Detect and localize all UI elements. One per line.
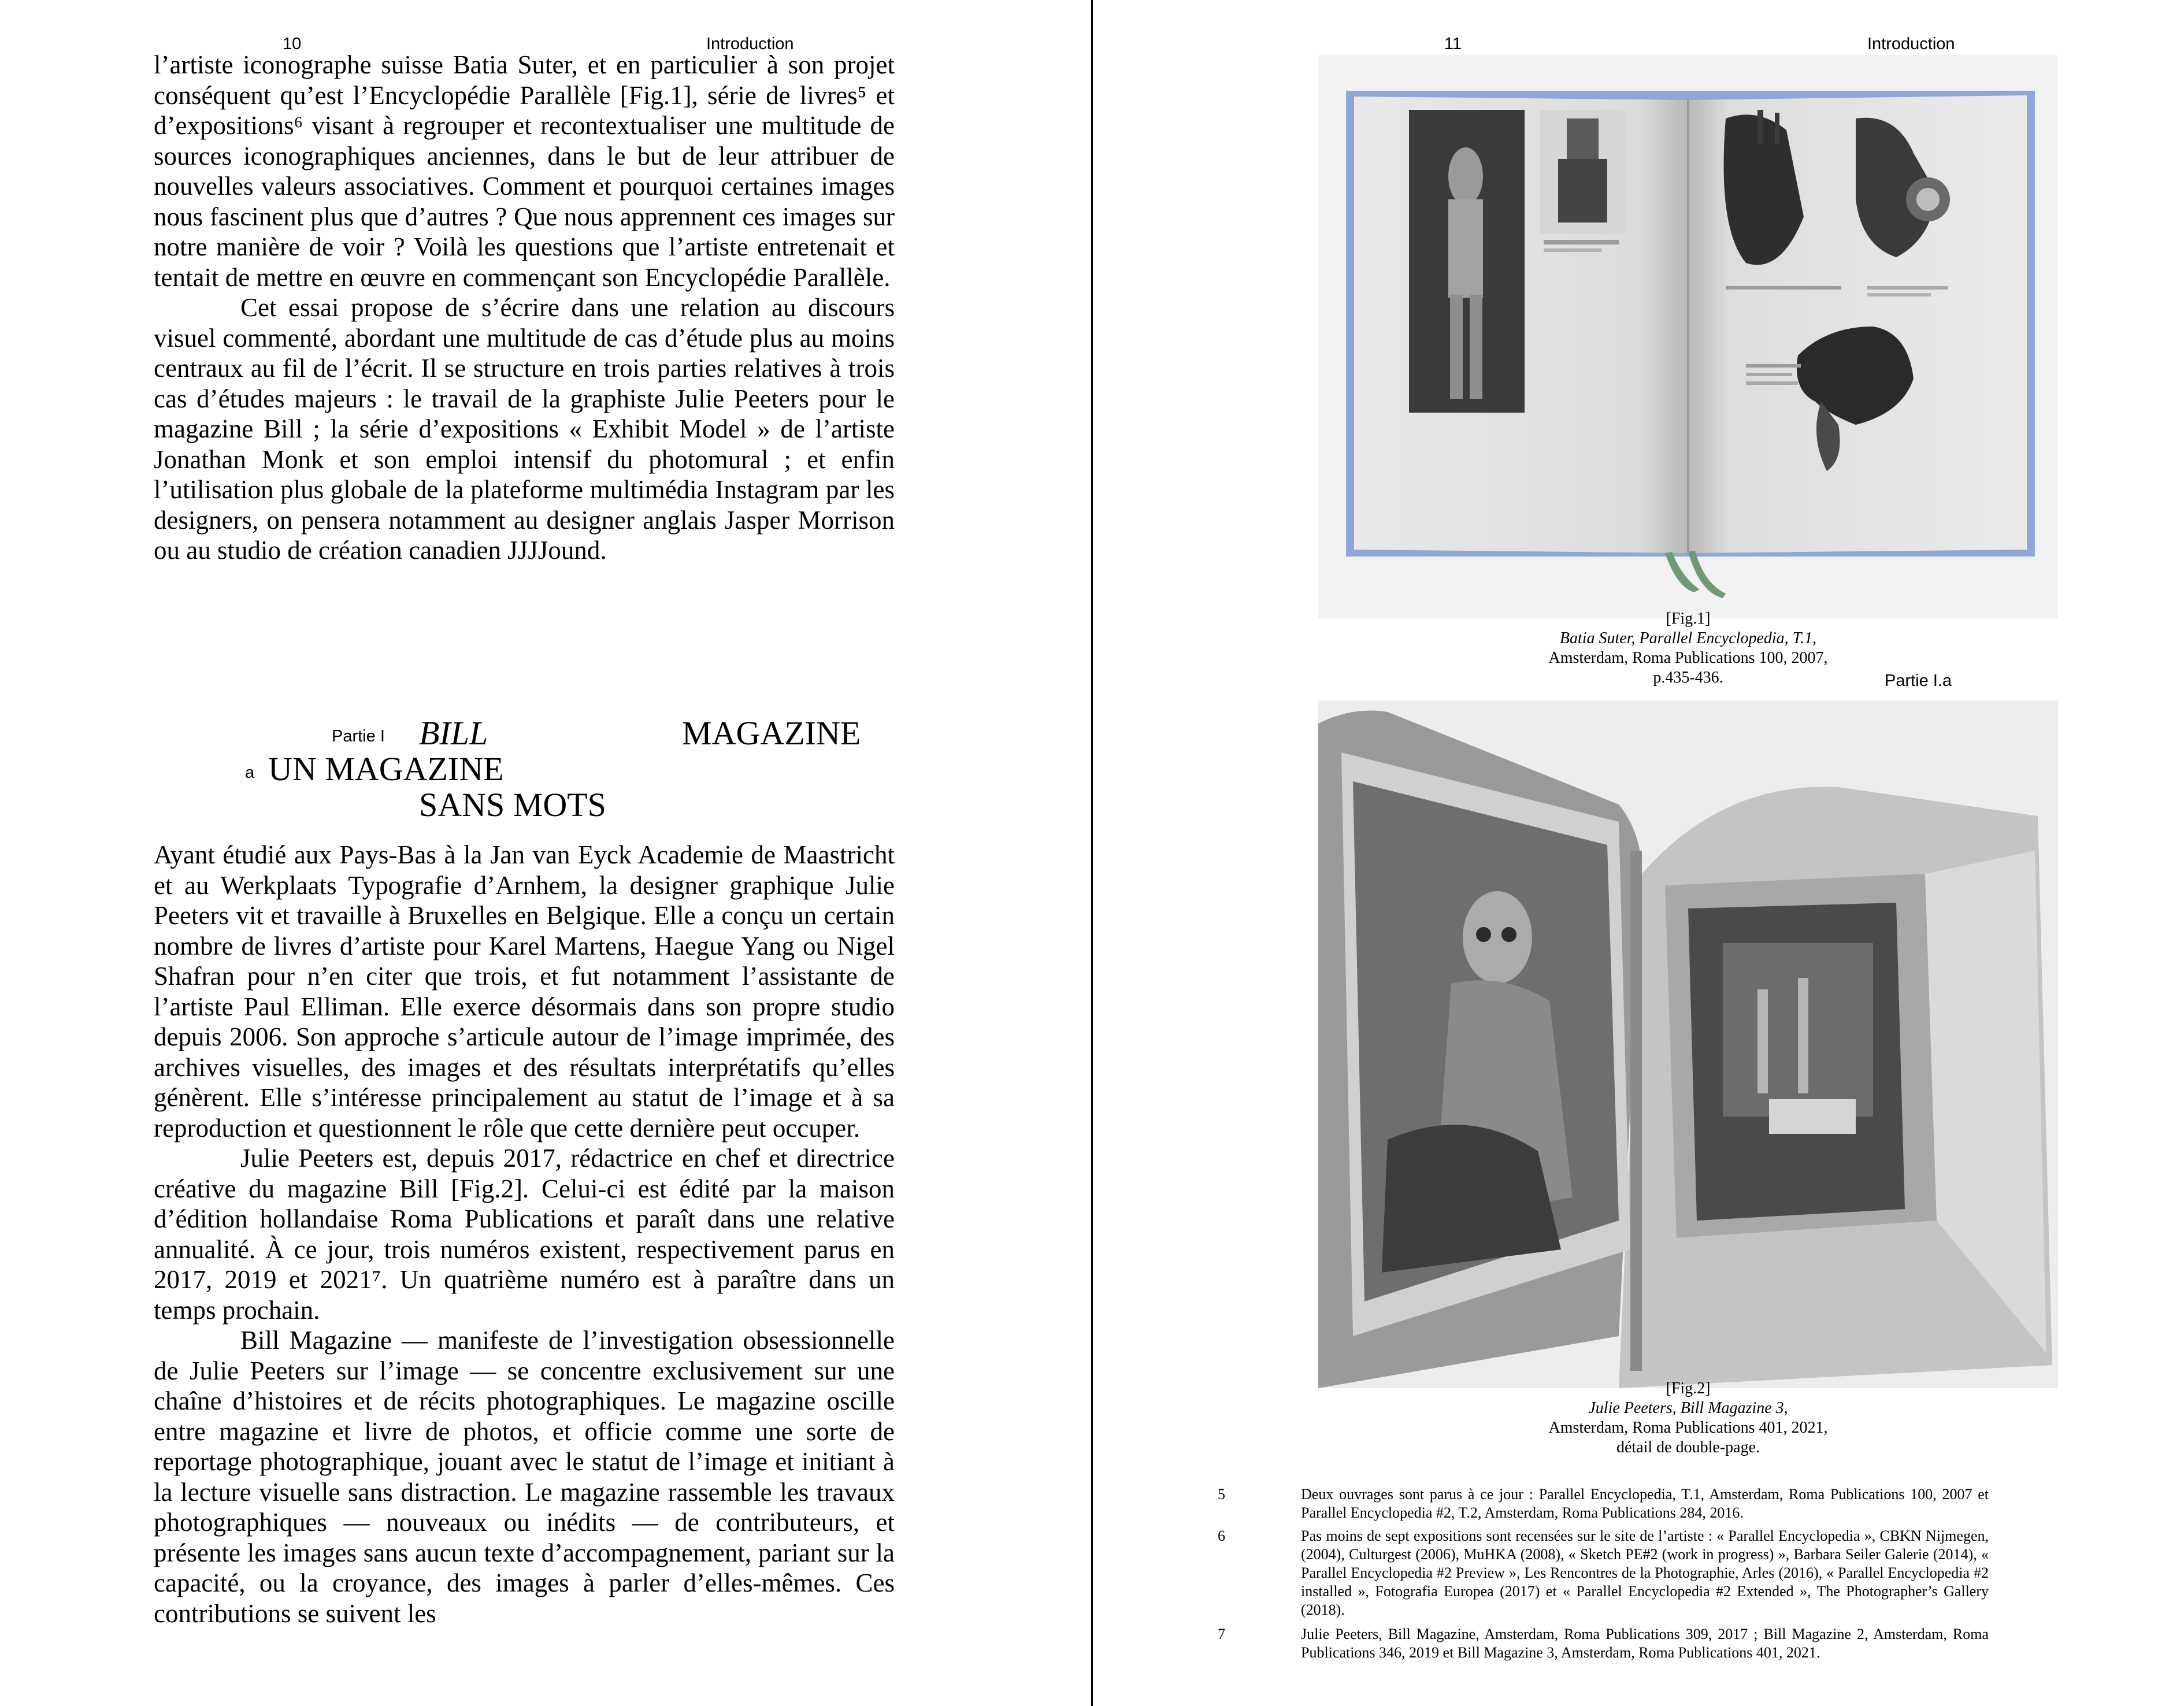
part-marker: Partie I.a	[1885, 672, 1952, 690]
figure-2-caption-line-3: Amsterdam, Roma Publications 401, 2021,	[1548, 1419, 1828, 1437]
figure-2-photo	[1318, 700, 2058, 1388]
part-label: Partie I	[332, 727, 385, 746]
sub-title-line-1: UN MAGAZINE	[268, 750, 504, 788]
section-paragraph-3: Bill Magazine — manifeste de l’investigation obsessionnelle de Julie Peeters sur l’image — se concentre exclusivement sur une chaîne d’histoires et de récits photographiques. Le magazine oscille entre magazine et livre de photos, et officie comme une sorte de reportage photographique, jouant avec le statut de l’image et initiant à la lecture visuelle sans distraction. Le magazine rassemble les travaux photographiques — nouveaux ou inédits — de contributeurs, et présente les images sans aucun texte d’accompagnement, pariant sur la capacité, ou la croyance, des images à parler d’elles-mêmes. Ces contributions se suivent les	[154, 1326, 895, 1628]
bill-magazine-illustration	[1318, 700, 2058, 1388]
figure-2-caption	[1318, 1379, 2058, 1457]
footnote-number-6: 6	[1218, 1527, 1225, 1544]
footnote-7: Julie Peeters, Bill Magazine, Amsterdam, Roma Publications 309, 2017 ; Bill Magazine 2, Amsterdam, Roma Publications 346, 2019 et Bill Magazine 3, Amsterdam, Roma Publications 401, 2021.	[1301, 1626, 1989, 1661]
right-page	[1093, 0, 2184, 1706]
figure-1-caption-line-3: Amsterdam, Roma Publications 100, 2007,	[1548, 649, 1828, 667]
left-page	[0, 0, 1091, 1706]
figure-2-label: [Fig.2]	[1666, 1379, 1711, 1397]
figure-1-label: [Fig.1]	[1666, 610, 1711, 628]
parallel-encyclopedia-illustration	[1318, 55, 2058, 618]
intro-text	[154, 50, 895, 566]
footnote-6: Pas moins de sept expositions sont recensées sur le site de l’artiste : « Parallel Encyclopedia », CBKN Nijmegen, (2004), Culturgest (2006), MuHKA (2008), « Sketch PE#2 (work in progress) », Barbara Seiler Galerie (2014), « Parallel Encyclopedia #2 Preview », Les Rencontres de la Photographie, Arles (2016), « Parallel Encyclopedia #2 installed », Fotografia Europea (2017) et « Parallel Encyclopedia #2 Extended », The Photographer’s Gallery (2018).	[1301, 1527, 1989, 1618]
figure-2-caption-line-2: Julie Peeters, Bill Magazine 3,	[1588, 1399, 1788, 1417]
section-paragraph-1: Ayant étudié aux Pays-Bas à la Jan van Eyck Academie de Maastricht et au Werkplaats Typografie d’Arnhem, la designer graphique Julie Peeters vit et travaille à Bruxelles en Belgique. Elle a conçu un certain nombre de livres d’artiste pour Karel Martens, Haegue Yang ou Nigel Shafran pour n’en citer que trois, et fut notamment l’assistante de l’artiste Paul Elliman. Elle exerce désormais dans son propre studio depuis 2006. Son approche s’articule autour de l’image imprimée, des archives visuelles, des images et des résultats interprétatifs qu’elles génèrent. Elle s’intéresse principalement au statut de l’image et à sa reproduction et questionnent le rôle que cette dernière peut occuper.	[154, 840, 895, 1143]
sub-title-line-2: SANS MOTS	[419, 786, 606, 824]
intro-paragraph-2: Cet essai propose de s’écrire dans une relation au discours visuel commenté, abordant une multitude de cas d’étude plus au moins centraux au fil de l’écrit. Il se structure en trois parties relatives à trois cas d’études majeurs : le travail de la graphiste Julie Peeters pour le magazine Bill ; la série d’expositions « Exhibit Model » de l’artiste Jonathan Monk et son emploi intensif du photomural ; et enfin l’utilisation plus globale de la plateforme multimédia Instagram par les designers, on pensera notamment au designer anglais Jasper Morrison ou au studio de création canadien JJJJound.	[154, 293, 895, 565]
running-head-left: Introduction	[706, 35, 794, 53]
part-title-bill: BILL	[419, 714, 488, 752]
section-text	[154, 840, 895, 1629]
sub-label: a	[245, 763, 255, 782]
figure-1-photo	[1318, 55, 2058, 618]
intro-paragraph-1: l’artiste iconographe suisse Batia Suter, et en particulier à son projet conséquent qu’est l’Encyclopédie Parallèle [Fig.1], série de livres⁵ et d’expositions⁶ visant à regrouper et recontextualiser une multitude de sources iconographiques anciennes, dans le but de leur attribuer de nouvelles valeurs associatives. Comment et pourquoi certaines images nous fascinent plus que d’autres ? Que nous apprennent ces images sur notre manière de voir ? Voilà les questions que l’artiste entretenait et tentait de mettre en œuvre en commençant son Encyclopédie Parallèle.	[154, 50, 895, 292]
running-head-right: Introduction	[1867, 35, 1955, 53]
figure-2-caption-line-4: détail de double-page.	[1616, 1438, 1760, 1456]
page-number-right: 11	[1444, 35, 1462, 53]
figure-1-caption-line-2: Batia Suter, Parallel Encyclopedia, T.1,	[1559, 629, 1817, 647]
part-title-magazine: MAGAZINE	[682, 714, 861, 752]
page-number-left: 10	[283, 35, 302, 53]
footnote-number-5: 5	[1218, 1486, 1225, 1503]
section-paragraph-2: Julie Peeters est, depuis 2017, rédactrice en chef et directrice créative du magazine Bill [Fig.2]. Celui-ci est édité par la maison d’édition hollandaise Roma Publications et paraît dans une relative annualité. À ce jour, trois numéros existent, respectivement parus en 2017, 2019 et 2021⁷. Un quatrième numéro est à paraître dans un temps prochain.	[154, 1144, 895, 1325]
figure-1-caption-line-4: p.435-436.	[1653, 669, 1723, 687]
footnote-number-7: 7	[1218, 1626, 1225, 1642]
footnote-5: Deux ouvrages sont parus à ce jour : Parallel Encyclopedia, T.1, Amsterdam, Roma Publications 100, 2007 et Parallel Encyclopedia #2, T.2, Amsterdam, Roma Publications 284, 2016.	[1301, 1486, 1989, 1521]
